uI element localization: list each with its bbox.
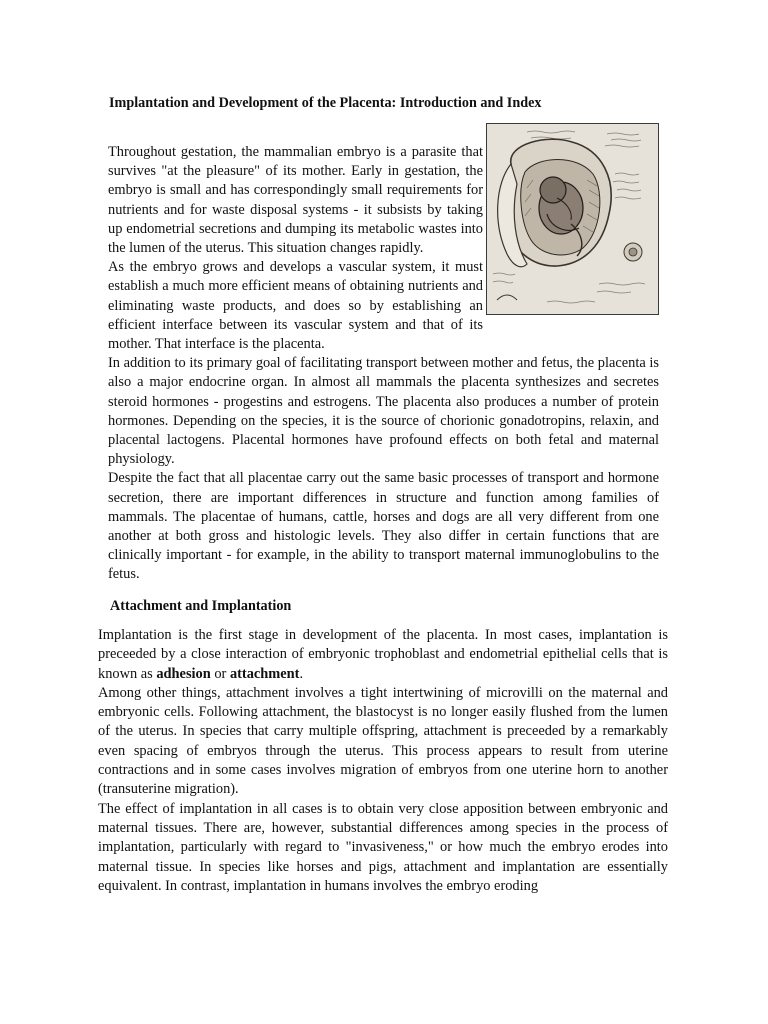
section-heading: Attachment and Implantation (110, 598, 292, 614)
section-body (98, 626, 668, 896)
section-paragraph: The effect of implantation in all cases is to obtain very close apposition between embryonic and maternal tissues. There are, however, substantial differences among species in the process of implantation, particularly with regard to "invasiveness," or how much the embryo erodes into maternal tissue. In species like horses and pigs, attachment and implantation are essentially equivalent. In contrast, implantation in humans involves the embryo eroding (98, 800, 668, 894)
term-attachment: attachment (229, 665, 300, 682)
term-adhesion: adhesion (156, 665, 211, 682)
intro-text (108, 143, 659, 585)
intro-paragraph: As the embryo grows and develops a vascular system, it must establish a much more efficient means of obtaining nutrients and eliminating waste products, and does so by establishing an efficient interface between its vascular system and that of its mother. That interface is the placenta. (108, 259, 483, 353)
page-title: Implantation and Development of the Placenta: Introduction and Index (109, 95, 542, 111)
connector-text: or (210, 665, 230, 682)
intro-paragraph: In addition to its primary goal of facilitating transport between mother and fetus, the placenta is also a major endocrine organ. In almost all mammals the placenta synthesizes and secretes steroid hormones - progestins and estrogens. The placenta also produces a number of protein hormones. Depending on the species, it is the source of chorionic gonadotropins, relaxin, and placental lactogens. Placental hormones have profound effects on both fetal and maternal physiology. (108, 355, 659, 468)
paragraph-text: Implantation is the first stage in development of the placenta. In most cases, implantation is preceeded by a close interaction of embryonic trophoblast and endometrial epithelial cells that is known as (98, 627, 668, 682)
section-paragraph (98, 626, 668, 684)
intro-paragraph: Throughout gestation, the mammalian embryo is a parasite that survives "at the pleasure" of its mother. Early in gestation, the embryo is small and has correspondingly small requirements for nutrients and for waste disposal systems - it subsists by taking up endometrial secretions and dumping its metabolic wastes into the lumen of the uterus. This situation changes rapidly. (108, 144, 483, 257)
section-paragraph: Among other things, attachment involves a tight intertwining of microvilli on the maternal and embryonic cells. Following attachment, the blastocyst is no longer easily flushed from the lumen of the uterus. In species that carry multiple offspring, attachment is preceeded by a remarkably even spacing of embryos through the uterus. This process appears to result from uterine contractions and in some cases involves migration of embryos from one uterine horn to another (transuterine migration). (98, 684, 668, 798)
figure-spacer (483, 143, 659, 316)
paragraph-end: . (299, 665, 304, 682)
intro-paragraph: Despite the fact that all placentae carry out the same basic processes of transport and hormone secretion, there are important differences in structure and function among families of mammals. The placentae of humans, cattle, horses and dogs are all very different from one another at both gross and histologic levels. They also differ in certain functions that are clinically important - for example, in the ability to transport maternal immunoglobulins to the fetus. (108, 470, 659, 583)
